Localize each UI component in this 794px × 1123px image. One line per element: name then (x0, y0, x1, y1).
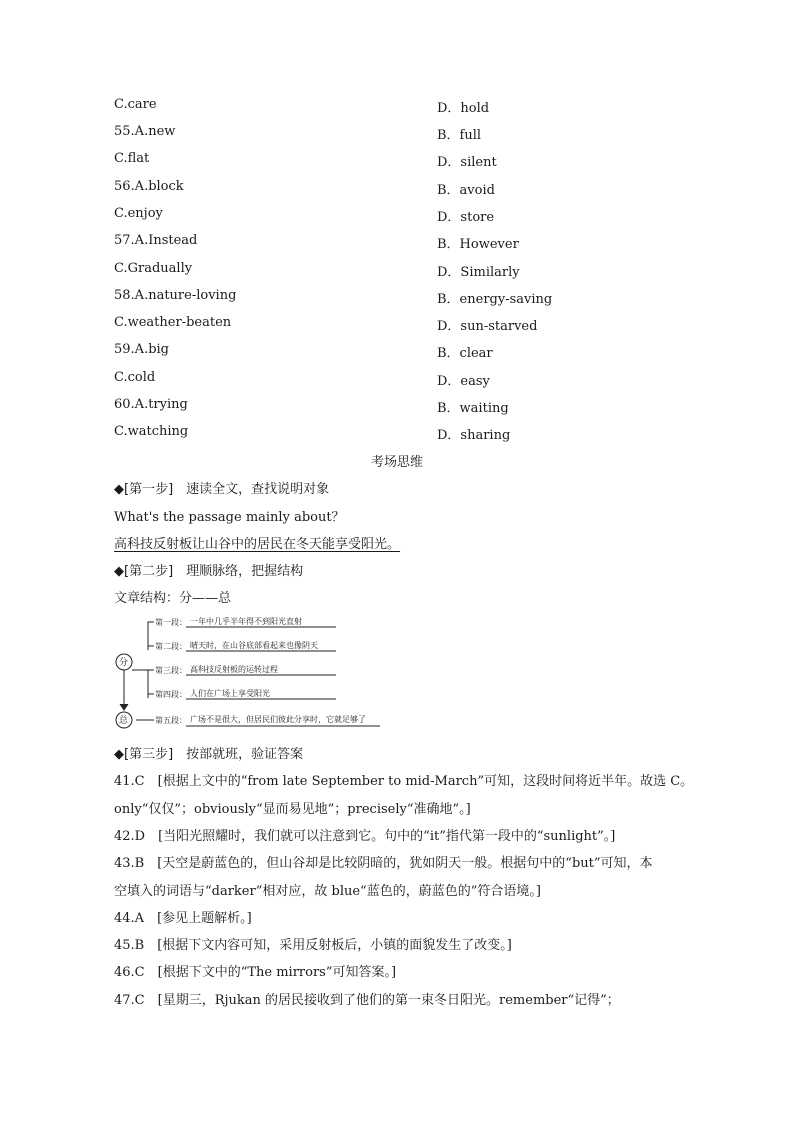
option-left: 60.A.trying (114, 397, 188, 412)
option-left: C.flat (114, 151, 150, 166)
paragraph-3-label: 第三段： (155, 666, 187, 675)
step1-answer: 高科技反射板让山谷中的居民在冬天能享受阳光。 (114, 537, 401, 552)
paragraph-4-text: 人们在广场上享受阳光 (190, 689, 270, 698)
option-right: B．clear (437, 346, 493, 361)
paragraph-2-label: 第二段： (155, 642, 187, 651)
option-row (114, 315, 714, 335)
step1-heading: ◆[第一步] 速读全文，查找说明对象 (114, 482, 330, 497)
option-right: D．silent (437, 155, 497, 170)
step3-heading: ◆[第三步] 按部就班，验证答案 (114, 747, 304, 762)
option-left: 58.A.nature-loving (114, 288, 237, 303)
option-right: D．store (437, 210, 495, 225)
option-left: C.care (114, 97, 157, 112)
option-row (114, 397, 714, 417)
option-right: B．However (437, 237, 519, 252)
option-left: 57.A.Instead (114, 233, 198, 248)
answer-line: 空填入的词语与“darker”相对应，故 blue“蓝色的，蔚蓝色的”符合语境。] (114, 884, 541, 899)
structure-label: 文章结构：分——总 (114, 591, 232, 606)
option-left: C.cold (114, 370, 156, 385)
paragraph-5-label: 第五段： (155, 716, 187, 725)
option-row (114, 424, 714, 444)
option-row (114, 233, 714, 253)
fen-label: 分 (119, 658, 129, 668)
section-title: 考场思维 (370, 455, 423, 470)
option-right: D．sun-starved (437, 319, 538, 334)
answer-line: 44.A [参见上题解析。] (114, 911, 252, 926)
option-right: D．Similarly (437, 265, 520, 280)
paragraph-5-text: 广场不是很大，但居民们彼此分享时，它就足够了 (190, 715, 366, 724)
paragraph-2-text: 晴天时，在山谷底部看起来也像阴天 (190, 641, 318, 650)
answer-line: 45.B [根据下文内容可知，采用反射板后，小镇的面貌发生了改变。] (114, 938, 512, 953)
option-left: 56.A.block (114, 179, 184, 194)
option-row (114, 124, 714, 144)
answer-line: only“仅仅”；obviously“显而易见地”；precisely“准确地”。] (114, 802, 471, 817)
option-left: C.weather-beaten (114, 315, 232, 330)
option-row (114, 288, 714, 308)
zong-label: 总 (119, 716, 129, 726)
option-left: C.watching (114, 424, 189, 439)
answer-line: 42.D [当阳光照耀时，我们就可以注意到它。句中的“it”指代第一段中的“sunlight”。] (114, 829, 616, 844)
option-left: 59.A.big (114, 342, 169, 357)
option-left: 55.A.new (114, 124, 176, 139)
step1-question: What's the passage mainly about？ (114, 510, 345, 525)
option-right: D．easy (437, 374, 490, 389)
answer-line: 47.C [星期三，Rjukan 的居民接收到了他们的第一束冬日阳光。remember“记得”； (114, 993, 620, 1008)
option-right: B．waiting (437, 401, 509, 416)
option-row (114, 206, 714, 226)
paragraph-1-label: 第一段： (155, 618, 187, 627)
option-right: D．hold (437, 101, 490, 116)
option-row (114, 97, 714, 117)
option-left: C.enjoy (114, 206, 163, 221)
option-right: B．full (437, 128, 482, 143)
option-row (114, 370, 714, 390)
option-right: B．avoid (437, 183, 495, 198)
answer-line: 43.B [天空是蔚蓝色的，但山谷却是比较阴暗的，犹如阴天一般。根据句中的“but”可知，本 (114, 856, 653, 871)
answer-line: 41.C [根据上文中的“from late September to mid-March”可知，这段时间将近半年。故选 C。 (114, 774, 694, 789)
option-right: B．energy-saving (437, 292, 553, 307)
paragraph-4-label: 第四段： (155, 690, 187, 699)
structure-diagram (114, 610, 394, 732)
answer-line: 46.C [根据下文中的“The mirrors”可知答案。] (114, 965, 397, 980)
paragraph-1-text: 一年中几乎半年得不到阳光直射 (190, 617, 302, 626)
option-row (114, 261, 714, 281)
option-row (114, 179, 714, 199)
option-row (114, 151, 714, 171)
paragraph-3-text: 高科技反射板的运转过程 (190, 665, 278, 674)
step2-heading: ◆[第二步] 理顺脉络，把握结构 (114, 564, 304, 579)
option-left: C.Gradually (114, 261, 193, 276)
option-right: D．sharing (437, 428, 511, 443)
option-row (114, 342, 714, 362)
